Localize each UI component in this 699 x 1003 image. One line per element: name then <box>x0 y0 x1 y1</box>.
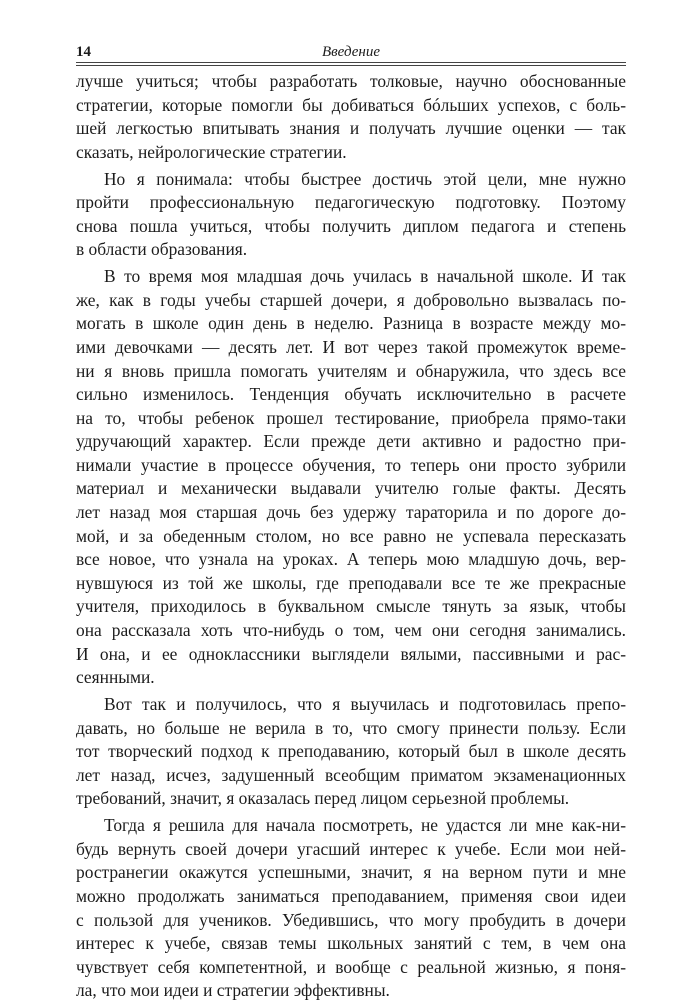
text-line: требований, значит, я оказалась перед лицом серьезной проблемы. <box>76 788 570 809</box>
text-line: ла, что мои идеи и стратегии эффективны. <box>76 980 390 1001</box>
text-line: интерес к учебе, связав темы школьных занятий с тем, в чем она <box>76 933 626 954</box>
text-line: ространегии окажутся успешными, значит, я на верном пути и мне <box>76 862 626 883</box>
text-line: с пользой для учеников. Убедившись, что могу пробудить в дочери <box>76 909 626 930</box>
text-line: нувшуюся из той же школы, где преподавали все те же прекрасные <box>76 572 626 593</box>
text-line: учителя, приходилось в буквальном смысле тянуть за язык, чтобы <box>76 596 626 617</box>
text-line: стратегии, которые помогли бы добиваться бóльших успехов, с боль- <box>76 94 626 115</box>
text-line: нимали участие в процессе обучения, то теперь они просто зубрили <box>76 454 626 475</box>
text-line: снова пошла учиться, чтобы получить диплом педагога и степень <box>76 215 626 236</box>
text-line: будь вернуть своей дочери угасший интерес к учебе. Если мои ней- <box>76 838 626 859</box>
text-line: в области образования. <box>76 239 248 260</box>
text-line: удручающий характер. Если прежде дети активно и радостно при- <box>76 431 626 452</box>
text-line: лет назад моя старшая дочь без удержу тараторила и по дороге до- <box>76 502 626 523</box>
text-line: она рассказала хоть что-нибудь о том, чем они сегодня занимались. <box>76 620 626 641</box>
paragraph-1 <box>76 70 626 164</box>
paragraph-3 <box>76 265 626 690</box>
text-line: же, как в годы учебы старшей дочери, я добровольно вызвалась по- <box>76 289 626 310</box>
text-line: мой, и за обеденным столом, но все равно не успевала пересказать <box>76 525 626 546</box>
text-line: ни я вновь пришла помогать учителям и обнаружила, что здесь все <box>76 360 626 381</box>
text-line: сильно изменилось. Тенденция обучать исключительно в расчете <box>76 384 626 405</box>
text-line: сказать, нейрологические стратегии. <box>76 141 347 162</box>
header-rule-bottom <box>76 65 626 66</box>
text-line: тот творческий подход к преподаванию, который был в школе десять <box>76 741 626 762</box>
text-line: ими девочками — десять лет. И вот через такой промежуток време- <box>76 336 626 357</box>
text-line: все новое, что узнала на уроках. А теперь мою младшую дочь, вер- <box>76 549 626 570</box>
text-line: могать в школе один день в неделю. Разница в возрасте между мо- <box>76 313 626 334</box>
text-line: можно продолжать заниматься преподаванием, применяя свои идеи <box>76 885 626 906</box>
text-line: лет назад, исчез, задушенный всеобщим приматом экзаменационных <box>76 764 626 785</box>
text-line: В то время моя младшая дочь училась в начальной школе. И так <box>104 266 626 287</box>
text-line: лучше учиться; чтобы разработать толковые, научно обоснованные <box>76 71 626 91</box>
text-line: давать, но больше не верила в то, что смогу принести пользу. Если <box>76 717 626 738</box>
header-rule-top <box>76 62 626 63</box>
text-line: сеянными. <box>76 667 155 688</box>
text-line: Вот так и получилось, что я выучилась и подготовилась препо- <box>104 694 626 714</box>
text-line: пройти профессиональную педагогическую подготовку. Поэтому <box>76 192 626 213</box>
body-text <box>76 70 626 1003</box>
page-header <box>76 40 626 62</box>
paragraph-4 <box>76 693 626 811</box>
paragraph-2 <box>76 168 626 262</box>
text-line: шей легкостью впитывать знания и получать лучшие оценки — так <box>76 118 626 139</box>
paragraph-5 <box>76 814 626 1003</box>
running-title: Введение <box>322 44 380 60</box>
text-line: материал и механически выдавали учителю голые факты. Десять <box>76 478 626 499</box>
text-line: на то, чтобы ребенок прошел тестирование, приобрела прямо-таки <box>76 407 626 428</box>
text-line: И она, и ее одноклассники выглядели вялыми, пассивными и рас- <box>76 643 626 664</box>
text-line: Но я понимала: чтобы быстрее достичь этой цели, мне нужно <box>104 168 626 189</box>
text-line: Тогда я решила для начала посмотреть, не удастся ли мне как-ни- <box>104 815 626 836</box>
text-line: чувствует себя компетентной, и вообще с реальной жизнью, я поня- <box>76 956 626 977</box>
page-number: 14 <box>76 44 91 60</box>
